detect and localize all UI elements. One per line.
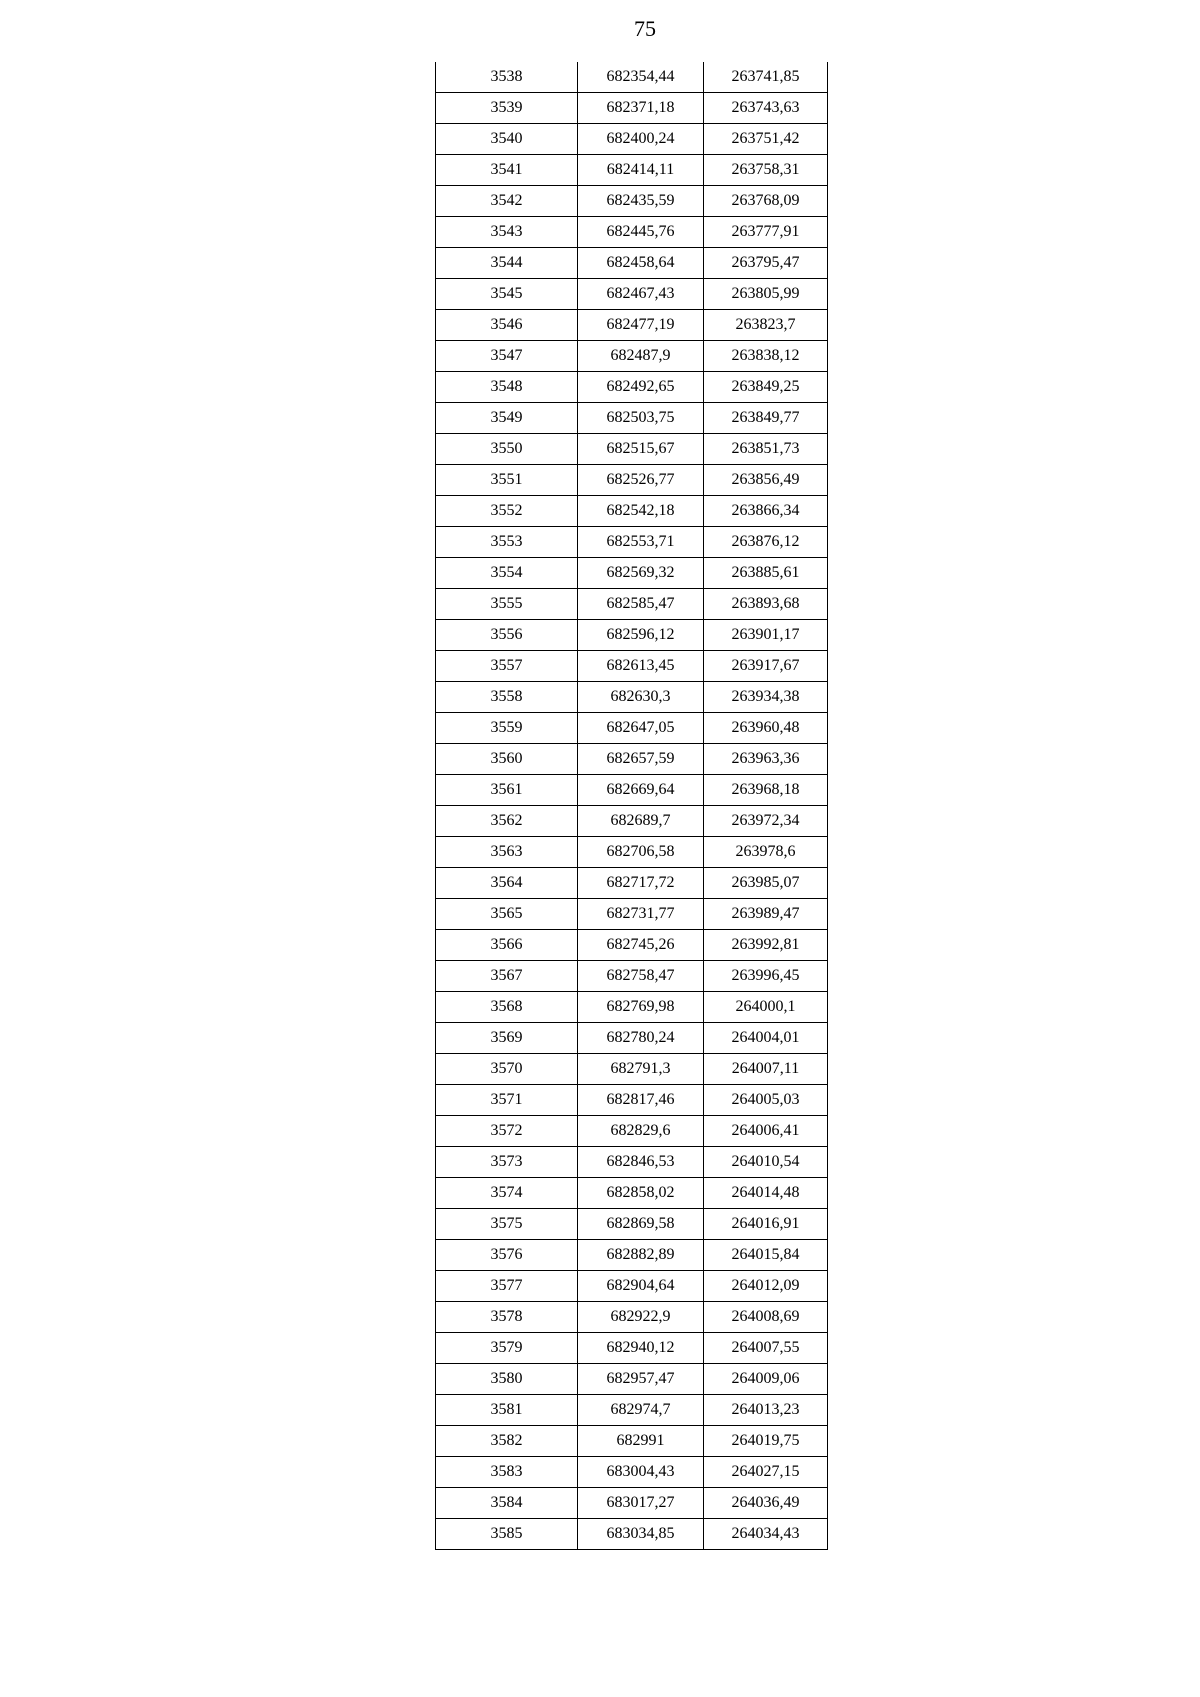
y-coordinate-cell: 264019,75: [704, 1426, 828, 1457]
y-coordinate-cell: 264007,11: [704, 1054, 828, 1085]
table-row: [436, 1085, 828, 1116]
x-coordinate-cell: 682503,75: [578, 403, 704, 434]
x-coordinate-cell: 682487,9: [578, 341, 704, 372]
table-row: [436, 279, 828, 310]
table-row: [436, 1457, 828, 1488]
x-coordinate-cell: 682630,3: [578, 682, 704, 713]
table-row: [436, 651, 828, 682]
point-number-cell: 3573: [436, 1147, 578, 1178]
table-row: [436, 465, 828, 496]
x-coordinate-cell: 682869,58: [578, 1209, 704, 1240]
x-coordinate-cell: 682467,43: [578, 279, 704, 310]
y-coordinate-cell: 263968,18: [704, 775, 828, 806]
y-coordinate-cell: 264008,69: [704, 1302, 828, 1333]
table-row: [436, 992, 828, 1023]
point-number-cell: 3567: [436, 961, 578, 992]
x-coordinate-cell: 682882,89: [578, 1240, 704, 1271]
x-coordinate-cell: 682647,05: [578, 713, 704, 744]
table-row: [436, 1333, 828, 1364]
x-coordinate-cell: 682829,6: [578, 1116, 704, 1147]
x-coordinate-cell: 682689,7: [578, 806, 704, 837]
table-row: [436, 217, 828, 248]
table-row: [436, 558, 828, 589]
table-row: [436, 124, 828, 155]
y-coordinate-cell: 263893,68: [704, 589, 828, 620]
table-row: [436, 1302, 828, 1333]
x-coordinate-cell: 682585,47: [578, 589, 704, 620]
x-coordinate-cell: 682354,44: [578, 62, 704, 93]
point-number-cell: 3560: [436, 744, 578, 775]
y-coordinate-cell: 263989,47: [704, 899, 828, 930]
table-row: [436, 186, 828, 217]
y-coordinate-cell: 263934,38: [704, 682, 828, 713]
table-row: [436, 372, 828, 403]
y-coordinate-cell: 263751,42: [704, 124, 828, 155]
x-coordinate-cell: 682780,24: [578, 1023, 704, 1054]
x-coordinate-cell: 682858,02: [578, 1178, 704, 1209]
table-row: [436, 961, 828, 992]
x-coordinate-cell: 682445,76: [578, 217, 704, 248]
point-number-cell: 3579: [436, 1333, 578, 1364]
point-number-cell: 3552: [436, 496, 578, 527]
x-coordinate-cell: 682817,46: [578, 1085, 704, 1116]
table-row: [436, 341, 828, 372]
page-number: 75: [634, 16, 656, 41]
y-coordinate-cell: 263901,17: [704, 620, 828, 651]
y-coordinate-cell: 263851,73: [704, 434, 828, 465]
y-coordinate-cell: 263743,63: [704, 93, 828, 124]
point-number-cell: 3582: [436, 1426, 578, 1457]
x-coordinate-cell: 682846,53: [578, 1147, 704, 1178]
table-row: [436, 155, 828, 186]
x-coordinate-cell: 682758,47: [578, 961, 704, 992]
table-row: [436, 775, 828, 806]
point-number-cell: 3557: [436, 651, 578, 682]
coordinates-table-body: [436, 62, 828, 1550]
y-coordinate-cell: 263768,09: [704, 186, 828, 217]
x-coordinate-cell: 682669,64: [578, 775, 704, 806]
table-row: [436, 744, 828, 775]
table-row: [436, 589, 828, 620]
y-coordinate-cell: 264034,43: [704, 1519, 828, 1550]
y-coordinate-cell: 264012,09: [704, 1271, 828, 1302]
table-row: [436, 682, 828, 713]
x-coordinate-cell: 682731,77: [578, 899, 704, 930]
point-number-cell: 3538: [436, 62, 578, 93]
y-coordinate-cell: 263972,34: [704, 806, 828, 837]
x-coordinate-cell: 683017,27: [578, 1488, 704, 1519]
x-coordinate-cell: 682400,24: [578, 124, 704, 155]
x-coordinate-cell: 682569,32: [578, 558, 704, 589]
table-row: [436, 527, 828, 558]
table-row: [436, 1023, 828, 1054]
x-coordinate-cell: 682991: [578, 1426, 704, 1457]
point-number-cell: 3566: [436, 930, 578, 961]
y-coordinate-cell: 263917,67: [704, 651, 828, 682]
y-coordinate-cell: 264016,91: [704, 1209, 828, 1240]
y-coordinate-cell: 264009,06: [704, 1364, 828, 1395]
x-coordinate-cell: 682553,71: [578, 527, 704, 558]
point-number-cell: 3574: [436, 1178, 578, 1209]
x-coordinate-cell: 682435,59: [578, 186, 704, 217]
x-coordinate-cell: 682492,65: [578, 372, 704, 403]
table-row: [436, 1271, 828, 1302]
point-number-cell: 3585: [436, 1519, 578, 1550]
table-row: [436, 1209, 828, 1240]
x-coordinate-cell: 682371,18: [578, 93, 704, 124]
x-coordinate-cell: 683004,43: [578, 1457, 704, 1488]
x-coordinate-cell: 682745,26: [578, 930, 704, 961]
table-row: [436, 1395, 828, 1426]
y-coordinate-cell: 264004,01: [704, 1023, 828, 1054]
y-coordinate-cell: 263866,34: [704, 496, 828, 527]
x-coordinate-cell: 682769,98: [578, 992, 704, 1023]
point-number-cell: 3580: [436, 1364, 578, 1395]
point-number-cell: 3544: [436, 248, 578, 279]
x-coordinate-cell: 682477,19: [578, 310, 704, 341]
table-row: [436, 1116, 828, 1147]
y-coordinate-cell: 264013,23: [704, 1395, 828, 1426]
x-coordinate-cell: 682542,18: [578, 496, 704, 527]
point-number-cell: 3569: [436, 1023, 578, 1054]
y-coordinate-cell: 264015,84: [704, 1240, 828, 1271]
point-number-cell: 3568: [436, 992, 578, 1023]
point-number-cell: 3571: [436, 1085, 578, 1116]
point-number-cell: 3565: [436, 899, 578, 930]
y-coordinate-cell: 264005,03: [704, 1085, 828, 1116]
point-number-cell: 3553: [436, 527, 578, 558]
point-number-cell: 3570: [436, 1054, 578, 1085]
point-number-cell: 3577: [436, 1271, 578, 1302]
y-coordinate-cell: 264027,15: [704, 1457, 828, 1488]
y-coordinate-cell: 263795,47: [704, 248, 828, 279]
y-coordinate-cell: 263777,91: [704, 217, 828, 248]
x-coordinate-cell: 682706,58: [578, 837, 704, 868]
y-coordinate-cell: 264010,54: [704, 1147, 828, 1178]
x-coordinate-cell: 682596,12: [578, 620, 704, 651]
point-number-cell: 3546: [436, 310, 578, 341]
point-number-cell: 3563: [436, 837, 578, 868]
coordinates-table: [435, 62, 828, 1550]
point-number-cell: 3551: [436, 465, 578, 496]
point-number-cell: 3558: [436, 682, 578, 713]
y-coordinate-cell: 263849,25: [704, 372, 828, 403]
table-row: [436, 806, 828, 837]
point-number-cell: 3583: [436, 1457, 578, 1488]
point-number-cell: 3540: [436, 124, 578, 155]
y-coordinate-cell: 264007,55: [704, 1333, 828, 1364]
x-coordinate-cell: 682526,77: [578, 465, 704, 496]
point-number-cell: 3564: [436, 868, 578, 899]
table-row: [436, 930, 828, 961]
y-coordinate-cell: 263758,31: [704, 155, 828, 186]
point-number-cell: 3545: [436, 279, 578, 310]
x-coordinate-cell: 682957,47: [578, 1364, 704, 1395]
point-number-cell: 3556: [436, 620, 578, 651]
point-number-cell: 3559: [436, 713, 578, 744]
x-coordinate-cell: 682940,12: [578, 1333, 704, 1364]
point-number-cell: 3561: [436, 775, 578, 806]
table-row: [436, 868, 828, 899]
x-coordinate-cell: 682922,9: [578, 1302, 704, 1333]
y-coordinate-cell: 263985,07: [704, 868, 828, 899]
y-coordinate-cell: 263849,77: [704, 403, 828, 434]
table-row: [436, 620, 828, 651]
point-number-cell: 3542: [436, 186, 578, 217]
x-coordinate-cell: 683034,85: [578, 1519, 704, 1550]
y-coordinate-cell: 263838,12: [704, 341, 828, 372]
x-coordinate-cell: 682414,11: [578, 155, 704, 186]
table-row: [436, 1054, 828, 1085]
table-row: [436, 62, 828, 93]
x-coordinate-cell: 682613,45: [578, 651, 704, 682]
point-number-cell: 3539: [436, 93, 578, 124]
point-number-cell: 3549: [436, 403, 578, 434]
table-row: [436, 403, 828, 434]
point-number-cell: 3541: [436, 155, 578, 186]
point-number-cell: 3548: [436, 372, 578, 403]
y-coordinate-cell: 263885,61: [704, 558, 828, 589]
y-coordinate-cell: 264014,48: [704, 1178, 828, 1209]
point-number-cell: 3581: [436, 1395, 578, 1426]
x-coordinate-cell: 682904,64: [578, 1271, 704, 1302]
point-number-cell: 3575: [436, 1209, 578, 1240]
table-row: [436, 93, 828, 124]
point-number-cell: 3578: [436, 1302, 578, 1333]
y-coordinate-cell: 264036,49: [704, 1488, 828, 1519]
point-number-cell: 3584: [436, 1488, 578, 1519]
table-row: [436, 1519, 828, 1550]
point-number-cell: 3576: [436, 1240, 578, 1271]
y-coordinate-cell: 263876,12: [704, 527, 828, 558]
y-coordinate-cell: 263996,45: [704, 961, 828, 992]
y-coordinate-cell: 263963,36: [704, 744, 828, 775]
y-coordinate-cell: 263960,48: [704, 713, 828, 744]
y-coordinate-cell: 263856,49: [704, 465, 828, 496]
table-row: [436, 1147, 828, 1178]
point-number-cell: 3555: [436, 589, 578, 620]
table-row: [436, 1178, 828, 1209]
table-row: [436, 837, 828, 868]
y-coordinate-cell: 264000,1: [704, 992, 828, 1023]
table-row: [436, 1240, 828, 1271]
point-number-cell: 3572: [436, 1116, 578, 1147]
x-coordinate-cell: 682791,3: [578, 1054, 704, 1085]
point-number-cell: 3554: [436, 558, 578, 589]
table-row: [436, 248, 828, 279]
table-row: [436, 1488, 828, 1519]
table-row: [436, 496, 828, 527]
x-coordinate-cell: 682974,7: [578, 1395, 704, 1426]
y-coordinate-cell: 263978,6: [704, 837, 828, 868]
y-coordinate-cell: 263741,85: [704, 62, 828, 93]
x-coordinate-cell: 682458,64: [578, 248, 704, 279]
table-row: [436, 310, 828, 341]
table-row: [436, 713, 828, 744]
x-coordinate-cell: 682657,59: [578, 744, 704, 775]
table-row: [436, 1426, 828, 1457]
point-number-cell: 3562: [436, 806, 578, 837]
point-number-cell: 3550: [436, 434, 578, 465]
y-coordinate-cell: 263992,81: [704, 930, 828, 961]
point-number-cell: 3543: [436, 217, 578, 248]
table-row: [436, 434, 828, 465]
y-coordinate-cell: 264006,41: [704, 1116, 828, 1147]
y-coordinate-cell: 263823,7: [704, 310, 828, 341]
table-row: [436, 1364, 828, 1395]
y-coordinate-cell: 263805,99: [704, 279, 828, 310]
x-coordinate-cell: 682515,67: [578, 434, 704, 465]
x-coordinate-cell: 682717,72: [578, 868, 704, 899]
point-number-cell: 3547: [436, 341, 578, 372]
table-row: [436, 899, 828, 930]
